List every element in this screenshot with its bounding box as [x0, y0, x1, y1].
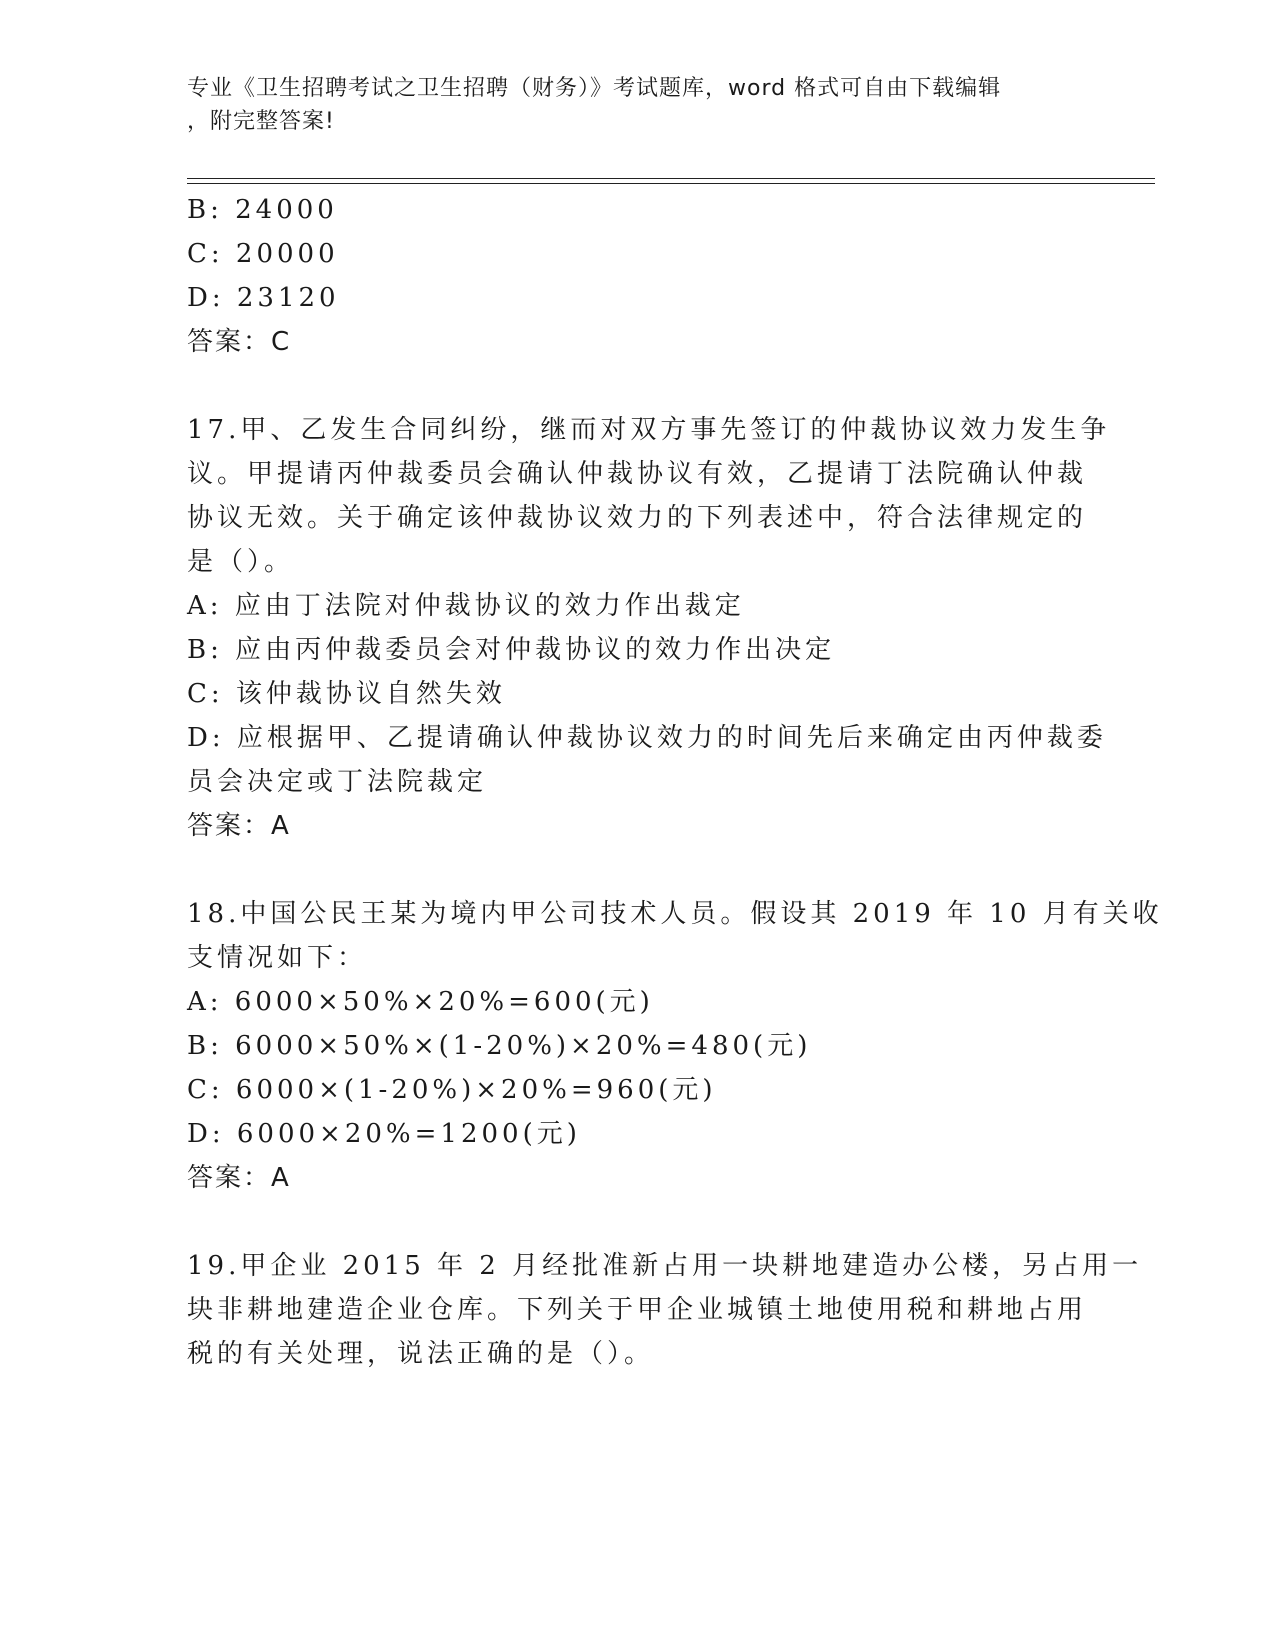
q17-stem-line-1: 17.甲、乙发生合同纠纷，继而对双方事先签订的仲裁协议效力发生争 — [187, 415, 1111, 445]
q17-option-d-line-1: D: 应根据甲、乙提请确认仲裁协议效力的时间先后来确定由丙仲裁委 — [187, 723, 1107, 753]
q17-option-b: B: 应由丙仲裁委员会对仲裁协议的效力作出决定 — [187, 635, 836, 665]
q16-answer: 答案：C — [187, 327, 292, 357]
q18-option-b: B: 6000×50%×(1-20%)×20%=480(元) — [187, 1031, 812, 1061]
header-divider-bottom — [187, 183, 1155, 184]
q17-stem-line-2: 议。甲提请丙仲裁委员会确认仲裁协议有效，乙提请丁法院确认仲裁 — [187, 459, 1088, 489]
q18-stem-line-2: 支情况如下： — [187, 943, 368, 973]
header-line-2: ，附完整答案! — [187, 109, 335, 134]
q17-answer: 答案：A — [187, 811, 291, 841]
q18-option-c: C: 6000×(1-20%)×20%=960(元) — [187, 1075, 717, 1105]
q16-option-c: C: 20000 — [187, 239, 339, 269]
q17-option-d-line-2: 员会决定或丁法院裁定 — [187, 767, 488, 797]
q19-stem-line-3: 税的有关处理，说法正确的是（）。 — [187, 1339, 655, 1369]
document-header — [187, 72, 1067, 138]
q19-stem-line-1: 19.甲企业 2015 年 2 月经批准新占用一块耕地建造办公楼，另占用一 — [187, 1251, 1143, 1281]
q18-option-d: D: 6000×20%=1200(元) — [187, 1119, 581, 1149]
q16-option-b: B: 24000 — [187, 195, 338, 225]
q18-stem-line-1: 18.中国公民王某为境内甲公司技术人员。假设其 2019 年 10 月有关收 — [187, 899, 1163, 929]
header-line-1: 专业《卫生招聘考试之卫生招聘（财务）》考试题库，word 格式可自由下载编辑 — [187, 76, 1002, 101]
q19-stem-line-2: 块非耕地建造企业仓库。下列关于甲企业城镇土地使用税和耕地占用 — [187, 1295, 1088, 1325]
q16-option-d: D: 23120 — [187, 283, 340, 313]
q17-stem-line-4: 是（）。 — [187, 547, 295, 577]
q17-option-a: A: 应由丁法院对仲裁协议的效力作出裁定 — [187, 591, 745, 621]
q17-stem-line-3: 协议无效。关于确定该仲裁协议效力的下列表述中，符合法律规定的 — [187, 503, 1088, 533]
q18-option-a: A: 6000×50%×20%=600(元) — [187, 987, 654, 1017]
q18-answer: 答案：A — [187, 1163, 291, 1193]
q17-option-c: C: 该仲裁协议自然失效 — [187, 679, 506, 709]
header-divider-top — [187, 178, 1155, 179]
